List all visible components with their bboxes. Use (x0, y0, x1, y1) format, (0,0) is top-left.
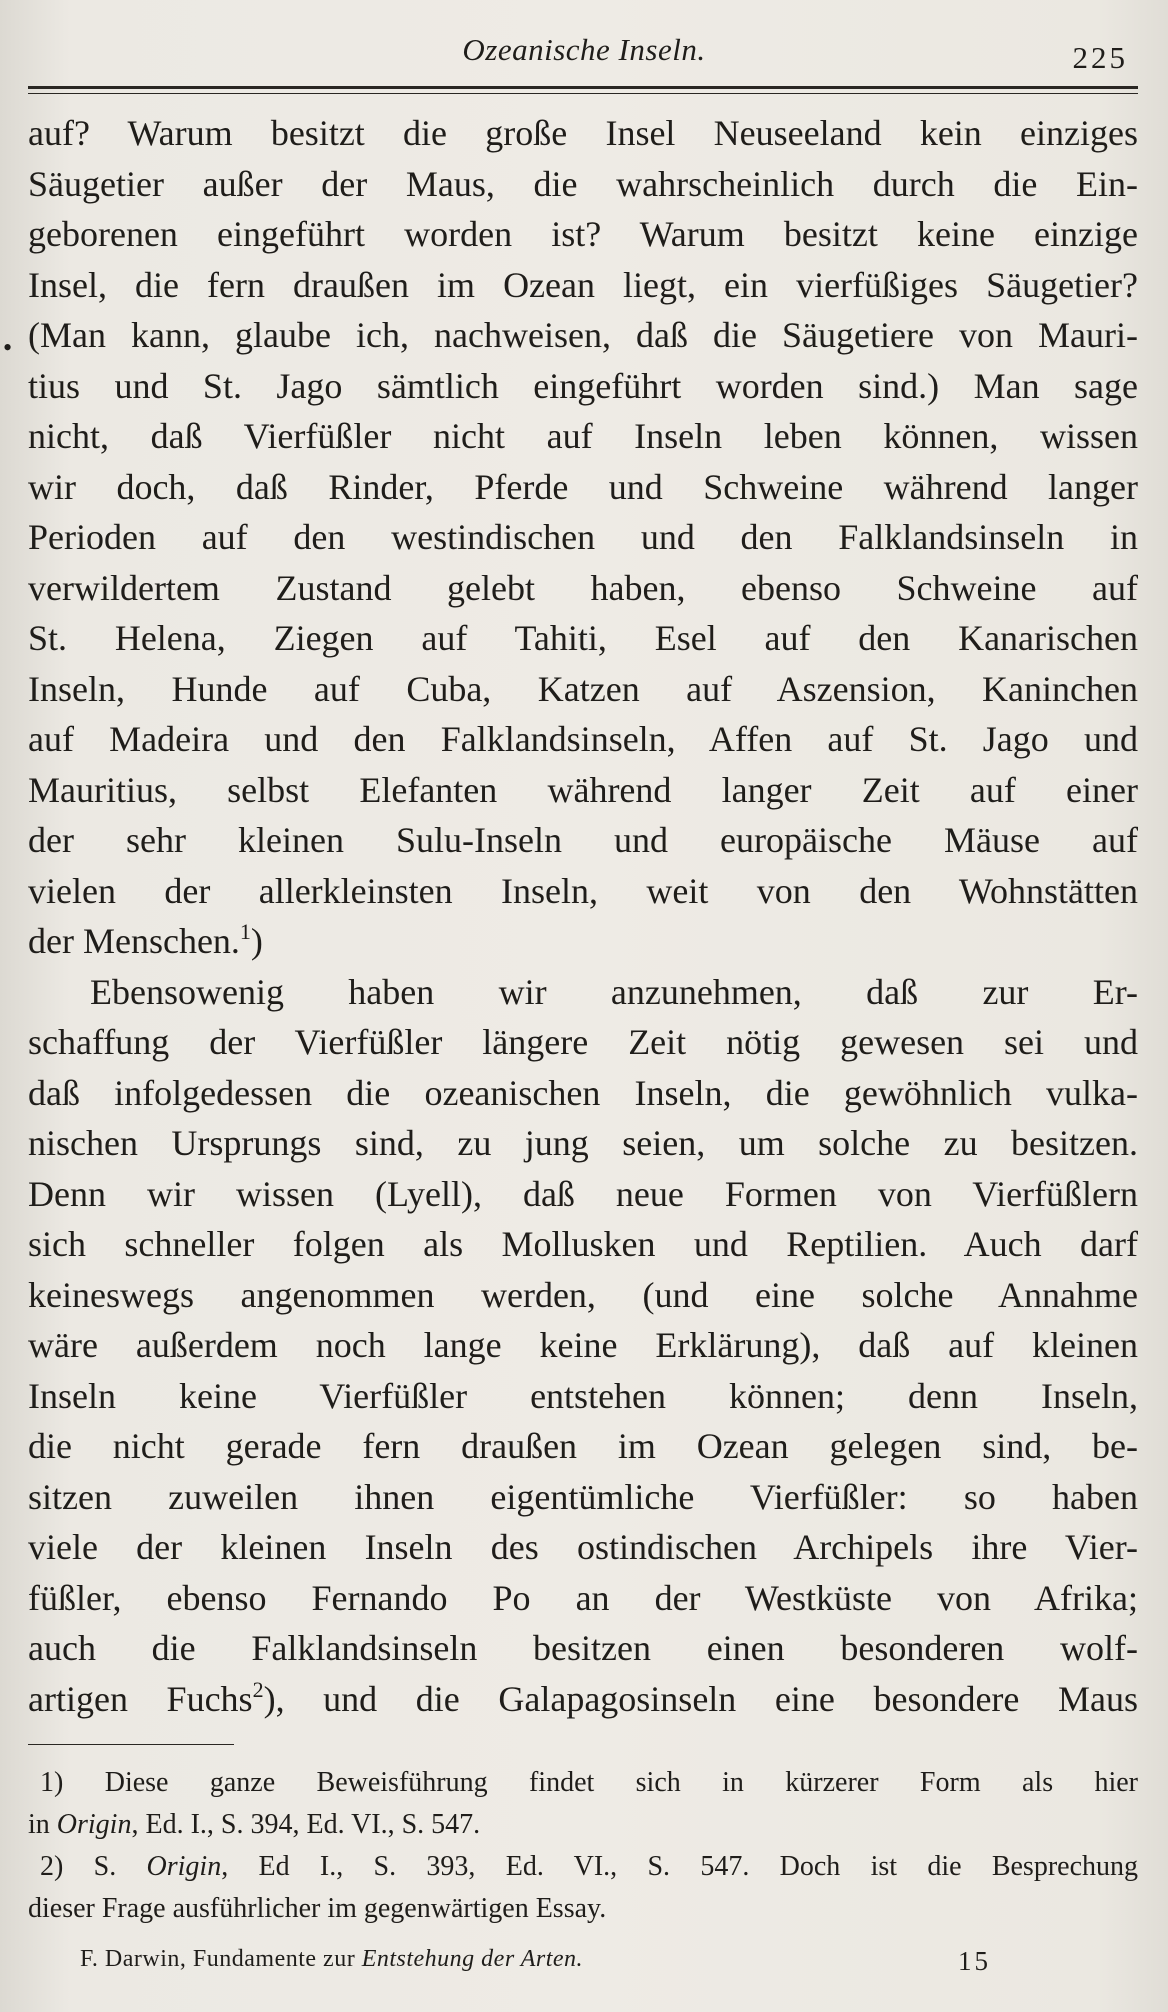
text-line: geborenen eingeführt worden ist? Warum besitzt keine einzige (28, 214, 1138, 254)
signature-mark: 15 (958, 1946, 991, 1976)
text-line: daß infolgedessen die ozeanischen Inseln, die gewöhnlich vulka- (28, 1072, 1138, 1113)
footnote-ref-close: ) (250, 921, 263, 961)
text-line (28, 1674, 1138, 1725)
footnote-text: S. (93, 1851, 117, 1882)
footnote-2 (28, 1846, 1138, 1888)
text-line: Säugetier außer der Maus, die wahrscheinlich durch die Ein- (28, 163, 1138, 204)
footnote-text: , Ed. I., S. 394, Ed. VI., S. 547. (131, 1809, 481, 1840)
margin-mark: • (3, 333, 13, 362)
text-line: keineswegs angenommen werden, (und eine solche Annahme (28, 1274, 1138, 1315)
text-line: auf? Warum besitzt die große Insel Neuseeland kein einziges (28, 113, 1138, 153)
footer-credit (80, 1946, 583, 1973)
text-line: die nicht gerade fern draußen im Ozean gelegen sind, be- (28, 1426, 1138, 1466)
text-line: verwildertem Zustand gelebt haben, ebenso Schweine auf (28, 567, 1138, 608)
footer-credit-italic: Entstehung der Arten. (361, 1946, 584, 1972)
footer-credit-text: F. Darwin, Fundamente zur (80, 1946, 356, 1972)
text-line: viele der kleinen Inseln des ostindischen Archipels ihre Vier- (28, 1527, 1138, 1567)
text-line: St. Helena, Ziegen auf Tahiti, Esel auf den Kanarischen (28, 618, 1138, 658)
footnote-text: , Ed I., S. 393, Ed. VI., S. 547. Doch ist die Besprechung (221, 1851, 1139, 1882)
line-text: artigen Fuchs (28, 1678, 253, 1719)
line-text: der Menschen. (28, 921, 240, 961)
text-line: Perioden auf den westindischen und den Falklandsinseln in (28, 517, 1138, 557)
text-line: schaffung der Vierfüßler längere Zeit nötig gewesen sei und (28, 1022, 1138, 1062)
text-line: Insel, die fern draußen im Ozean liegt, ein vierfüßiges Säugetier? (28, 264, 1138, 305)
text-line: nischen Ursprungs sind, zu jung seien, um solche zu besitzen. (28, 1123, 1138, 1163)
text-line: nicht, daß Vierfüßler nicht auf Inseln leben können, wissen (28, 416, 1138, 456)
text-line: Inseln keine Vierfüßler entstehen können; denn Inseln, (28, 1375, 1138, 1416)
text-line (28, 916, 1138, 967)
footnote-italic: Origin (56, 1809, 132, 1840)
text-line: vielen der allerkleinsten Inseln, weit von den Wohnstätten (28, 870, 1138, 911)
text-line: tius und St. Jago sämtlich eingeführt worden sind.) Man sage (28, 365, 1138, 406)
footnote-ref: 1 (239, 919, 251, 944)
footnote-rule (28, 1744, 234, 1745)
text-line: wäre außerdem noch lange keine Erklärung), daß auf kleinen (28, 1325, 1138, 1365)
page-number: 225 (1072, 40, 1128, 75)
line-text: ), und die Galapagosinseln eine besondere Maus (263, 1678, 1139, 1719)
header-rule-thin (28, 93, 1138, 94)
text-line: Denn wir wissen (Lyell), daß neue Formen von Vierfüßlern (28, 1173, 1138, 1214)
footnote-italic: Origin (146, 1851, 222, 1882)
header-rule-thick (28, 86, 1138, 89)
footnote-marker: 1) (40, 1767, 64, 1798)
text-line: Inseln, Hunde auf Cuba, Katzen auf Aszension, Kaninchen (28, 668, 1138, 709)
text-line: sich schneller folgen als Mollusken und Reptilien. Auch darf (28, 1224, 1138, 1264)
footnote-2-cont: dieser Frage ausführlicher im gegenwärtigen Essay. (28, 1893, 607, 1924)
text-line: wir doch, daß Rinder, Pferde und Schweine während langer (28, 466, 1138, 507)
text-line: füßler, ebenso Fernando Po an der Westküste von Afrika; (28, 1577, 1138, 1618)
text-line: Ebensowenig haben wir anzunehmen, daß zur Er- (90, 971, 1138, 1012)
footnote-marker: 2) (40, 1851, 64, 1882)
footnote-text: in (28, 1809, 50, 1840)
footnote-ref: 2 (252, 1676, 264, 1702)
footnote-1-cont (28, 1804, 1138, 1846)
text-line: auf Madeira und den Falklandsinseln, Affen auf St. Jago und (28, 719, 1138, 759)
footnotes (28, 1762, 1138, 1930)
body-text (28, 108, 1138, 1724)
text-line: Mauritius, selbst Elefanten während langer Zeit auf einer (28, 769, 1138, 810)
footnote-text: Diese ganze Beweisführung findet sich in kürzerer Form als hier (104, 1767, 1139, 1798)
text-line: der sehr kleinen Sulu-Inseln und europäische Mäuse auf (28, 820, 1138, 860)
text-line: auch die Falklandsinseln besitzen einen besonderen wolf- (28, 1628, 1138, 1668)
text-line: sitzen zuweilen ihnen eigentümliche Vierfüßler: so haben (28, 1476, 1138, 1517)
text-line: (Man kann, glaube ich, nachweisen, daß die Säugetiere von Mauri- (28, 315, 1138, 355)
footnote-1 (28, 1762, 1138, 1804)
running-title: Ozeanische Inseln. (462, 32, 706, 67)
